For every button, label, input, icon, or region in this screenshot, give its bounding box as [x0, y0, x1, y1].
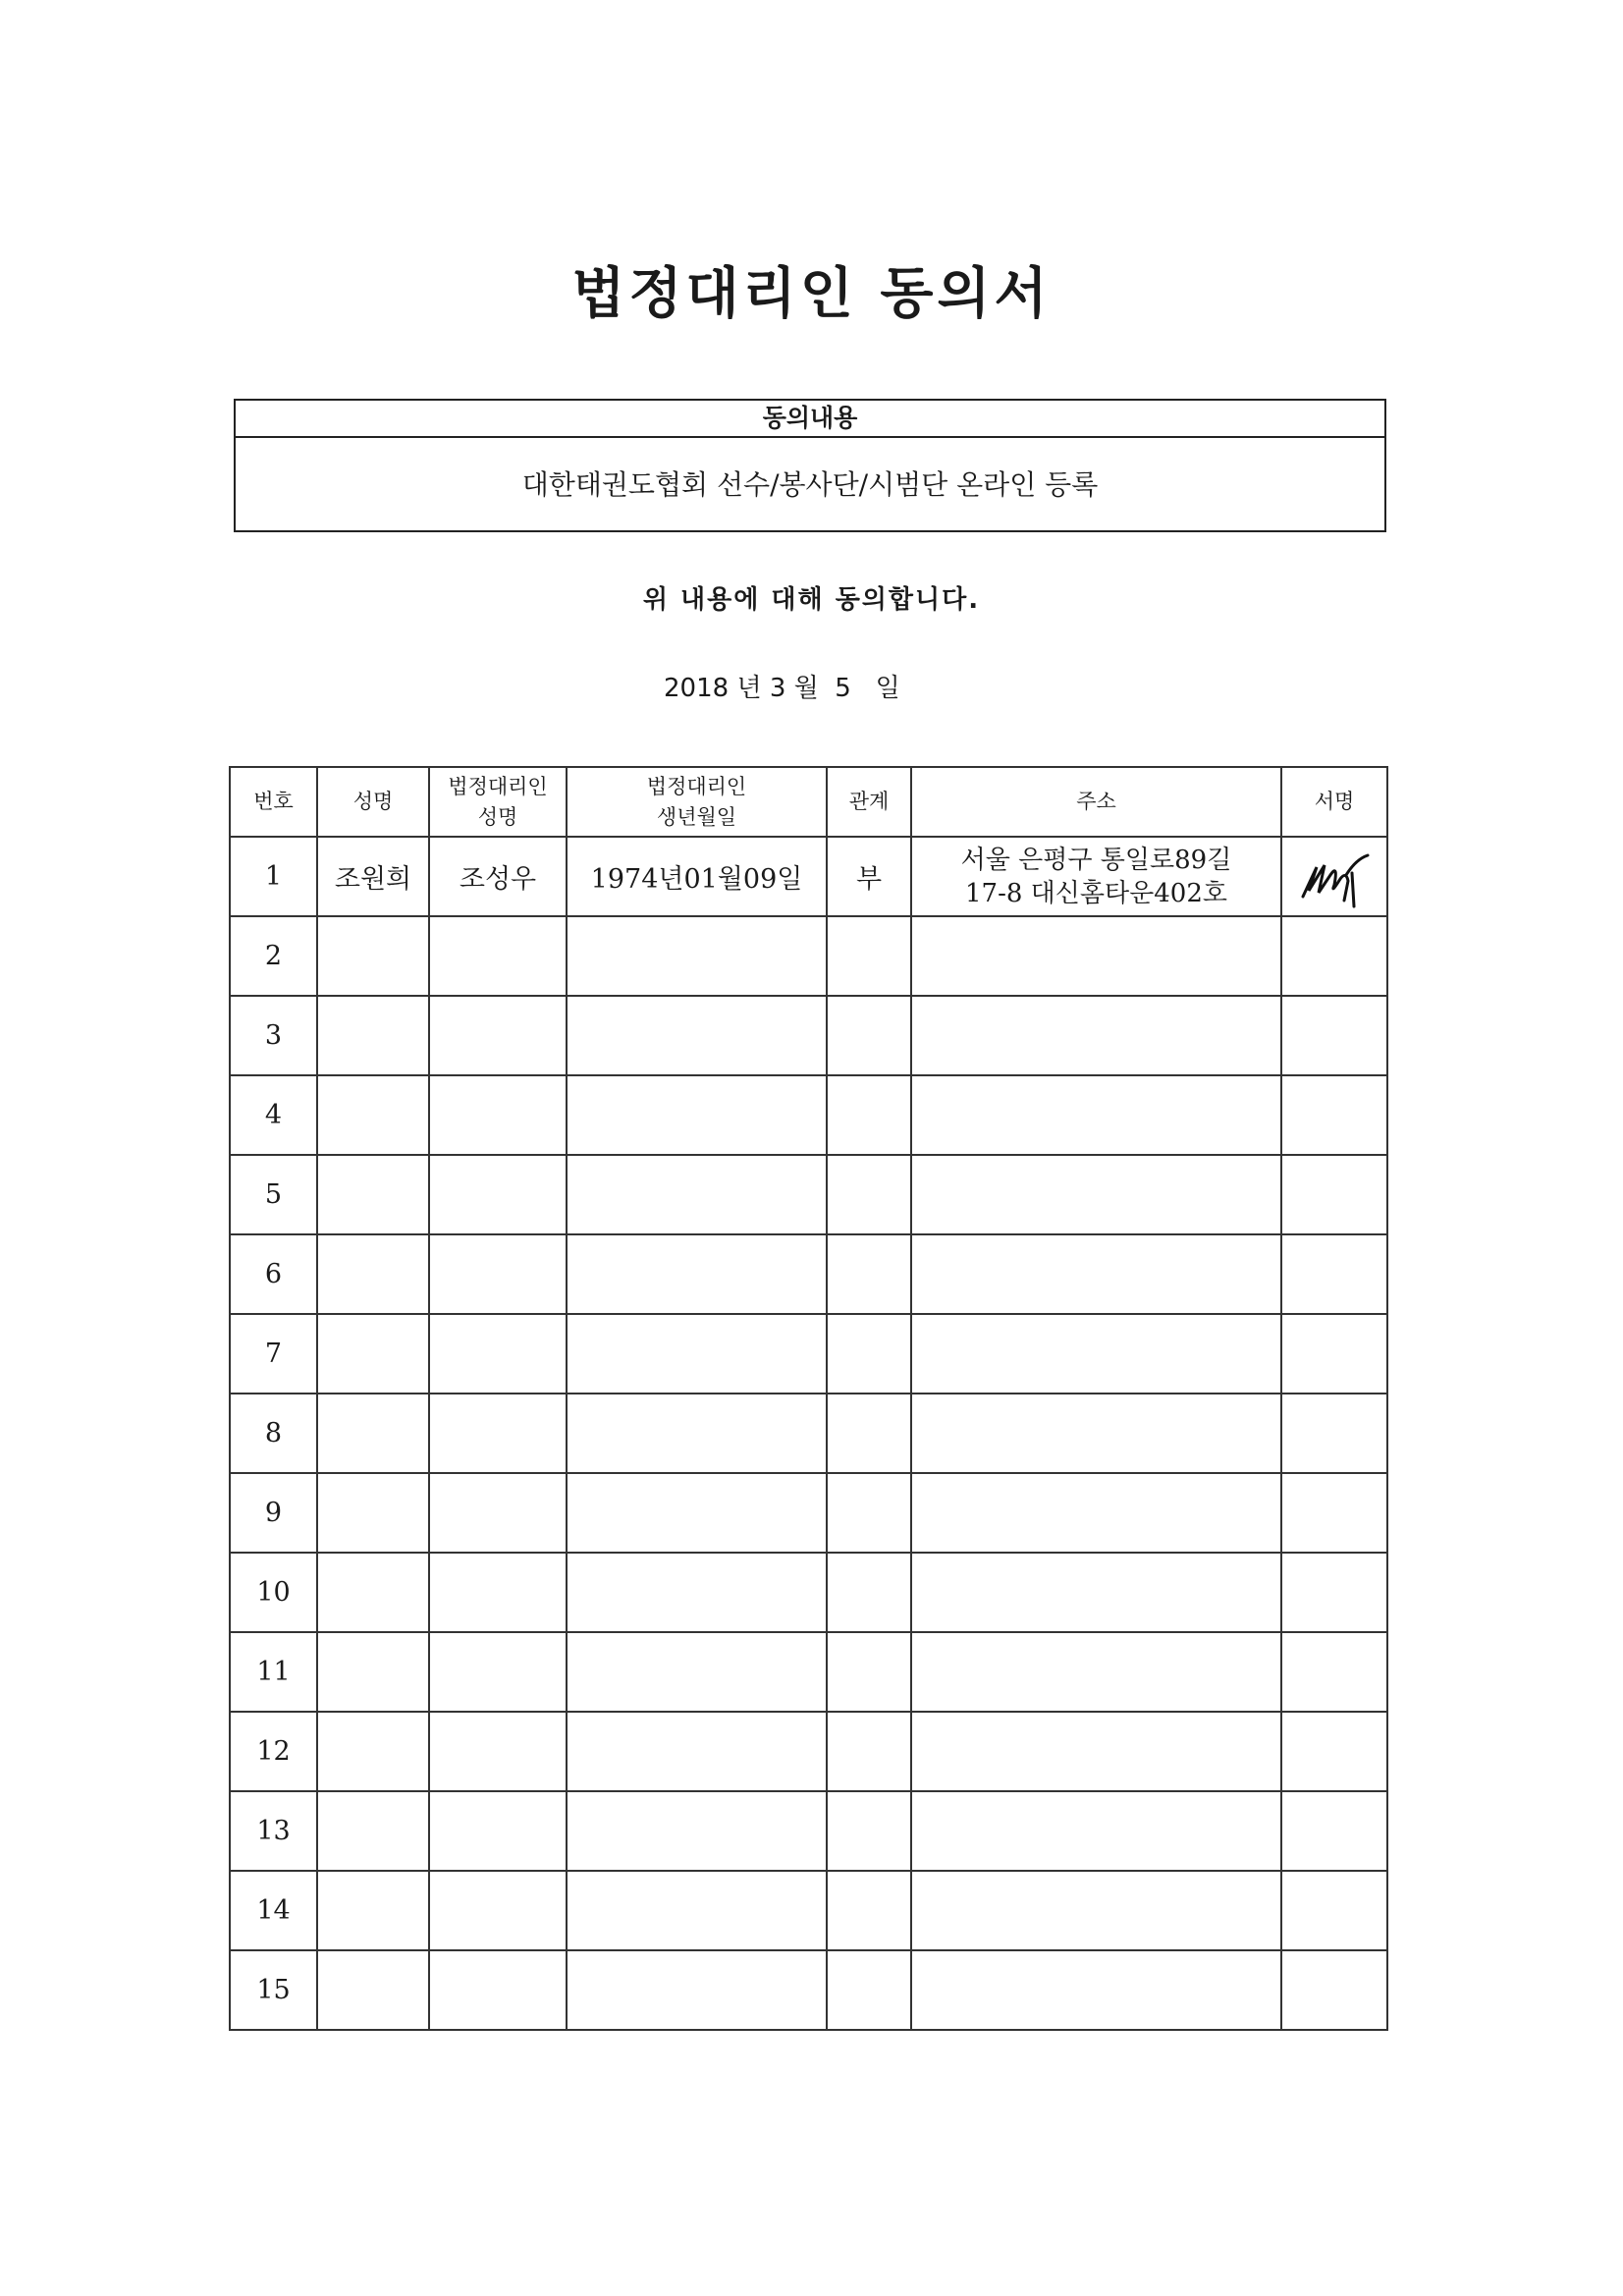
cell-guardian-birth: [567, 1553, 827, 1632]
cell-no: 2: [230, 916, 317, 996]
cell-guardian-name: [429, 1314, 567, 1394]
cell-guardian-name: [429, 916, 567, 996]
cell-relation: [827, 1155, 911, 1234]
header-guardian-birth-text: 법정대리인 생년월일: [646, 774, 747, 829]
cell-no: 14: [230, 1871, 317, 1950]
cell-guardian-name: [429, 1394, 567, 1473]
header-guardian-birth: [567, 767, 827, 837]
cell-name: [317, 996, 429, 1075]
table-row: [230, 1553, 1387, 1632]
cell-no: 15: [230, 1950, 317, 2030]
cell-no: 5: [230, 1155, 317, 1234]
table-row: [230, 1155, 1387, 1234]
cell-relation: [827, 1871, 911, 1950]
consent-content: 대한태권도협회 선수/봉사단/시범단 온라인 등록: [521, 468, 1099, 501]
cell-address: [911, 1155, 1281, 1234]
cell-address: [911, 1712, 1281, 1791]
cell-signature: [1281, 837, 1387, 916]
consent-header: 동의내용: [236, 401, 1384, 438]
cell-name: [317, 1871, 429, 1950]
cell-guardian-birth: [567, 1871, 827, 1950]
cell-name: [317, 1632, 429, 1712]
cell-signature: [1281, 1791, 1387, 1871]
cell-guardian-name: [429, 996, 567, 1075]
consent-box: [234, 399, 1386, 532]
cell-guardian-birth: [567, 1950, 827, 2030]
cell-relation: [827, 916, 911, 996]
cell-signature: [1281, 1075, 1387, 1155]
cell-signature: [1281, 1155, 1387, 1234]
document-title: 법정대리인 동의서: [571, 261, 1052, 326]
cell-guardian-birth: [567, 1155, 827, 1234]
cell-address: [911, 1314, 1281, 1394]
date-month-unit: 월: [793, 674, 819, 703]
cell-guardian-birth: [567, 1234, 827, 1314]
header-address: 주소: [911, 767, 1281, 837]
cell-guardian-birth: [567, 1314, 827, 1394]
cell-signature: [1281, 1871, 1387, 1950]
cell-signature: [1281, 1473, 1387, 1553]
table-row: [230, 1314, 1387, 1394]
cell-name: [317, 1791, 429, 1871]
cell-guardian-birth: [567, 1791, 827, 1871]
cell-relation: [827, 1791, 911, 1871]
cell-name: [317, 1394, 429, 1473]
cell-relation: [827, 1950, 911, 2030]
cell-guardian-birth: [567, 1712, 827, 1791]
date-day: 5: [835, 674, 851, 703]
date-year-unit: 년: [736, 674, 762, 703]
cell-name: [317, 916, 429, 996]
cell-name: [317, 1553, 429, 1632]
registration-table: [229, 766, 1388, 2031]
cell-name: [317, 1234, 429, 1314]
cell-signature: [1281, 1950, 1387, 2030]
header-signature: 서명: [1281, 767, 1387, 837]
cell-guardian-birth: [567, 916, 827, 996]
cell-name: [317, 1155, 429, 1234]
cell-guardian-birth: [567, 1473, 827, 1553]
cell-no: 13: [230, 1791, 317, 1871]
cell-no: 8: [230, 1394, 317, 1473]
table-row: [230, 1234, 1387, 1314]
cell-guardian-birth: 1974년01월09일: [567, 837, 827, 916]
table-header-row: [230, 767, 1387, 837]
agreement-text: 위 내용에 대해 동의합니다.: [642, 585, 981, 615]
cell-address: [911, 1553, 1281, 1632]
cell-name: [317, 1950, 429, 2030]
address-line-2: 17-8 대신홈타운402호: [965, 878, 1227, 908]
cell-no: 11: [230, 1632, 317, 1712]
cell-address: [911, 1791, 1281, 1871]
cell-signature: [1281, 1553, 1387, 1632]
cell-guardian-name: [429, 1791, 567, 1871]
cell-guardian-name: [429, 1712, 567, 1791]
cell-relation: [827, 1075, 911, 1155]
table-row: [230, 1632, 1387, 1712]
cell-relation: [827, 1394, 911, 1473]
cell-address: [911, 916, 1281, 996]
table-row: [230, 1791, 1387, 1871]
cell-guardian-name: [429, 1553, 567, 1632]
table-row: [230, 837, 1387, 916]
cell-signature: [1281, 916, 1387, 996]
cell-no: 7: [230, 1314, 317, 1394]
cell-relation: [827, 1314, 911, 1394]
cell-name: [317, 1473, 429, 1553]
cell-guardian-name: [429, 1871, 567, 1950]
cell-signature: [1281, 996, 1387, 1075]
header-relation: 관계: [827, 767, 911, 837]
cell-relation: [827, 1553, 911, 1632]
cell-guardian-name: [429, 1075, 567, 1155]
cell-address: [911, 837, 1281, 916]
cell-no: 12: [230, 1712, 317, 1791]
cell-guardian-name: [429, 1155, 567, 1234]
cell-address: [911, 1871, 1281, 1950]
cell-no: 10: [230, 1553, 317, 1632]
cell-guardian-birth: [567, 1632, 827, 1712]
date-year: 2018: [664, 674, 730, 703]
cell-name: [317, 1712, 429, 1791]
table-row: [230, 1473, 1387, 1553]
date-line: [664, 668, 900, 704]
cell-relation: [827, 1712, 911, 1791]
header-no: 번호: [230, 767, 317, 837]
cell-address: [911, 1394, 1281, 1473]
cell-guardian-name: [429, 1473, 567, 1553]
cell-address: [911, 1632, 1281, 1712]
date-month: 3: [769, 674, 786, 703]
cell-relation: [827, 996, 911, 1075]
cell-guardian-name: [429, 1234, 567, 1314]
cell-address: [911, 996, 1281, 1075]
header-guardian-name: [429, 767, 567, 837]
cell-relation: [827, 1632, 911, 1712]
address-line-1: 서울 은평구 통일로89길: [960, 845, 1232, 875]
cell-no: 3: [230, 996, 317, 1075]
table-row: [230, 1394, 1387, 1473]
table-row: [230, 996, 1387, 1075]
cell-no: 4: [230, 1075, 317, 1155]
cell-guardian-name: 조성우: [429, 837, 567, 916]
cell-address: [911, 1234, 1281, 1314]
table-row: [230, 916, 1387, 996]
table-row: [230, 1712, 1387, 1791]
cell-signature: [1281, 1394, 1387, 1473]
cell-no: 6: [230, 1234, 317, 1314]
table-row: [230, 1950, 1387, 2030]
cell-relation: [827, 1473, 911, 1553]
cell-name: [317, 1075, 429, 1155]
date-day-unit: 일: [875, 674, 900, 703]
cell-no: 9: [230, 1473, 317, 1553]
cell-relation: [827, 1234, 911, 1314]
cell-address: [911, 1473, 1281, 1553]
header-name: 성명: [317, 767, 429, 837]
cell-signature: [1281, 1712, 1387, 1791]
cell-guardian-birth: [567, 1075, 827, 1155]
cell-address: [911, 1950, 1281, 2030]
table-row: [230, 1871, 1387, 1950]
cell-guardian-birth: [567, 996, 827, 1075]
cell-address: [911, 1075, 1281, 1155]
cell-signature: [1281, 1632, 1387, 1712]
cell-no: 1: [230, 837, 317, 916]
cell-signature: [1281, 1314, 1387, 1394]
header-guardian-name-text: 법정대리인 성명: [448, 774, 548, 829]
cell-guardian-birth: [567, 1394, 827, 1473]
cell-guardian-name: [429, 1632, 567, 1712]
cell-name: 조원희: [317, 837, 429, 916]
table-row: [230, 1075, 1387, 1155]
cell-relation: 부: [827, 837, 911, 916]
cell-guardian-name: [429, 1950, 567, 2030]
cell-signature: [1281, 1234, 1387, 1314]
handwritten-signature: [1295, 846, 1374, 908]
cell-name: [317, 1314, 429, 1394]
